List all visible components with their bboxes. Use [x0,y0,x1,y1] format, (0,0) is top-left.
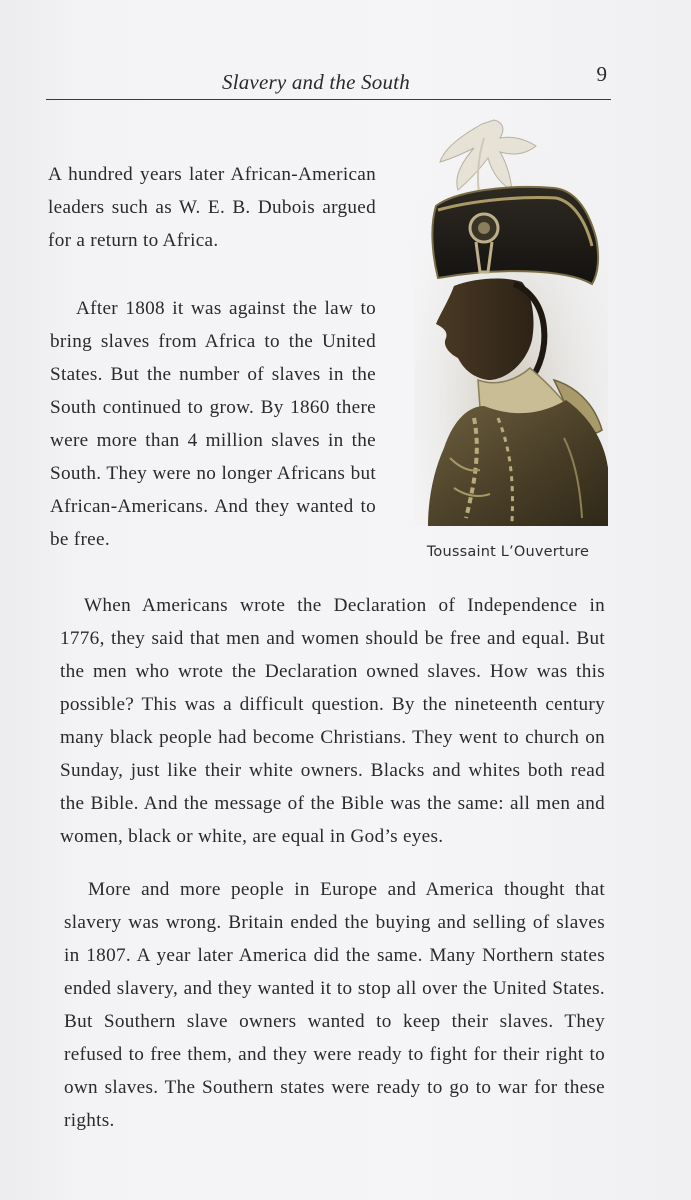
paragraph-1: A hundred years later African-American leaders such as W. E. B. Dubois argued for a return to Africa. [48,164,376,251]
portrait-figure [408,118,608,574]
portrait-caption: Toussaint L’Ouverture [426,544,590,560]
portrait-image [414,118,608,526]
header-rule [46,99,611,100]
paragraph-2: After 1808 it was against the law to bring slaves from Africa to the United States. But the number of slaves in the South continued to grow. By 1860 there were more than 4 million slaves in the South. They were no longer Africans but African-Americans. And they wanted to be free. [50,298,376,550]
running-title: Slavery and the South [222,70,410,94]
running-header [46,62,611,100]
page-number: 9 [596,62,607,86]
paragraph-3: When Americans wrote the Declaration of Independence in 1776, they said that men and women should be free and equal. But the men who wrote the Declaration owned slaves. How was this possible? This was a difficult question. By the nineteenth century many black people had become Christians. They went to church on Sunday, just like their white owners. Blacks and whites both read the Bible. And the message of the Bible was the same: all men and women, black or white, are equal in God’s eyes. [60,595,605,847]
paragraph-4: More and more people in Europe and America thought that slavery was wrong. Britain ended the buying and selling of slaves in 1807. A year later America did the same. Many Northern states ended slavery, and they wanted it to stop all over the United States. But Southern slave owners wanted to keep their slaves. They refused to free them, and they were ready to fight for their right to own slaves. The Southern states were ready to go to war for these rights. [64,879,605,1131]
